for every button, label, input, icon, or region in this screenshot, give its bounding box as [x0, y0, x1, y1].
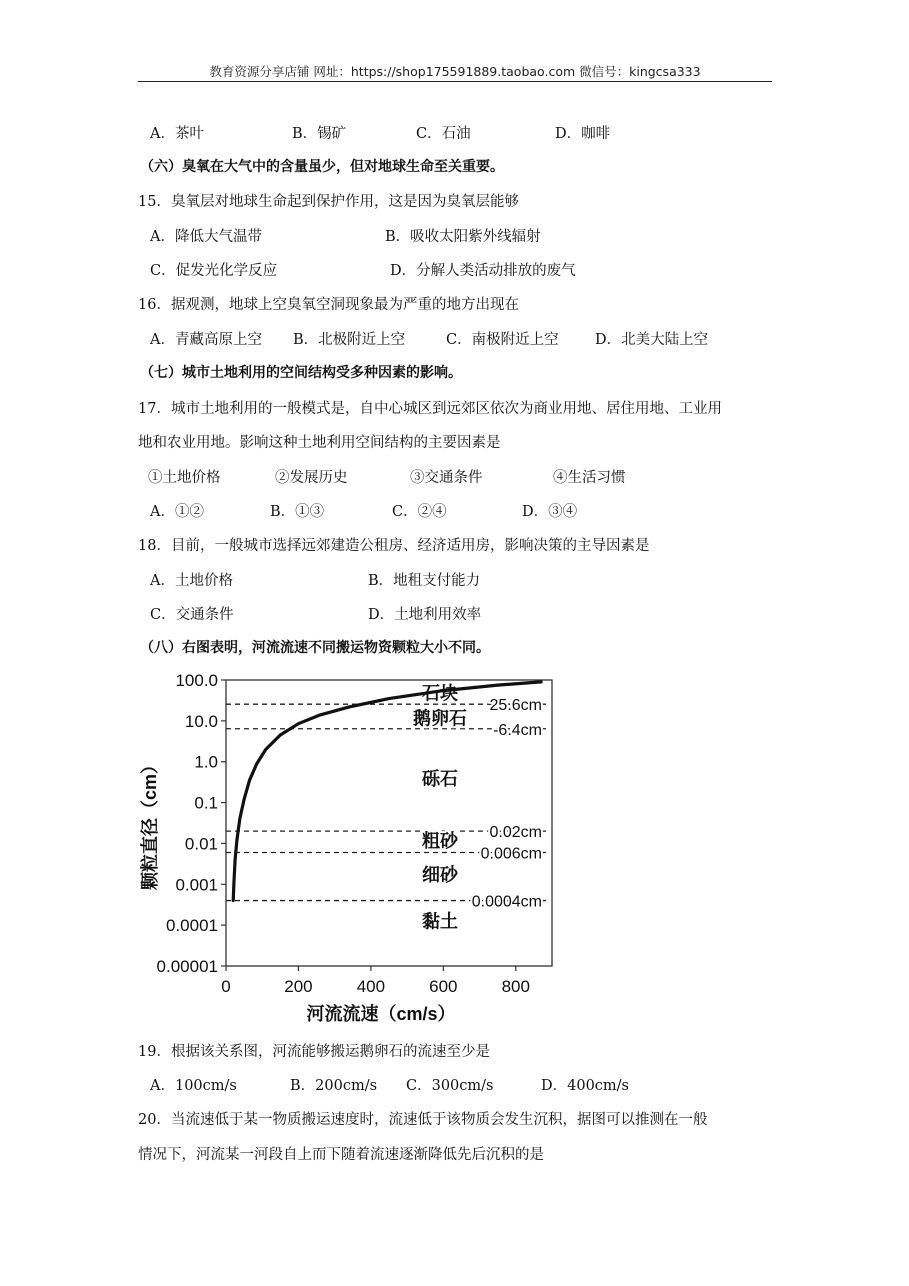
threshold-label: 0.006cm	[480, 845, 542, 863]
y-tick-label: 10.0	[184, 711, 218, 731]
q14-option-c: C．石油	[416, 126, 471, 142]
q19-stem: 19．根据该关系图，河流能够搬运鹅卵石的流速至少是	[138, 1044, 490, 1060]
region-label: 石块	[422, 683, 458, 704]
y-tick-label: 0.1	[194, 793, 218, 813]
x-tick-label: 200	[284, 977, 313, 996]
q20-stem-line1: 20．当流速低于某一物质搬运速度时，流速低于该物质会发生沉积，据图可以推测在一般	[138, 1112, 708, 1128]
x-tick-label: 800	[501, 977, 530, 996]
q15-option-c: C．促发光化学反应	[150, 263, 278, 279]
q15-option-d: D．分解人类活动排放的废气	[390, 263, 576, 279]
q16-option-a: A．青藏高原上空	[150, 332, 262, 348]
region-label: 细砂	[422, 864, 458, 885]
y-tick-label: 1.0	[194, 752, 218, 772]
q17-factor-1: ①土地价格	[148, 470, 221, 486]
velocity-curve	[233, 682, 541, 901]
region-label: 砾石	[422, 768, 458, 789]
q17-factor-3: ③交通条件	[410, 470, 483, 486]
section-8-heading: （八）右图表明，河流流速不同搬运物资颗粒大小不同。	[140, 640, 490, 656]
q17-stem-line2: 地和农业用地。影响这种土地利用空间结构的主要因素是	[138, 435, 501, 451]
y-axis-title: 颗粒直径（cm）	[140, 755, 160, 891]
x-tick-label: 0	[221, 977, 231, 996]
threshold-label: 25.6cm	[489, 697, 542, 715]
q17-option-d: D．③④	[522, 504, 578, 520]
q17-option-b: B．①③	[270, 504, 325, 520]
q14-option-a: A．茶叶	[150, 126, 204, 142]
y-tick-label: 0.00001	[156, 957, 218, 976]
threshold-label: -6.4cm	[493, 721, 542, 739]
q18-option-c: C．交通条件	[150, 607, 234, 623]
q17-option-a: A．①②	[150, 504, 204, 520]
q19-option-a: A．100cm/s	[150, 1078, 237, 1094]
q14-option-d: D．咖啡	[555, 126, 611, 142]
q15-stem: 15．臭氧层对地球生命起到保护作用，这是因为臭氧层能够	[138, 194, 519, 210]
q14-option-b: B．锡矿	[292, 126, 347, 142]
q18-option-b: B．地租支付能力	[368, 573, 481, 589]
q19-option-d: D．400cm/s	[541, 1078, 629, 1094]
q19-option-c: C．300cm/s	[406, 1078, 494, 1094]
y-tick-label: 0.0001	[166, 916, 218, 936]
q16-option-b: B．北极附近上空	[293, 332, 406, 348]
section-6-heading: （六）臭氧在大气中的含量虽少，但对地球生命至关重要。	[140, 159, 504, 175]
section-7-heading: （七）城市土地利用的空间结构受多种因素的影响。	[140, 365, 462, 381]
river-velocity-chart	[140, 660, 570, 1025]
q16-option-c: C．南极附近上空	[446, 332, 559, 348]
q17-stem-line1: 17．城市土地利用的一般模式是，自中心城区到远郊区依次为商业用地、居住用地、工业用	[138, 401, 722, 417]
threshold-label: 0.02cm	[489, 824, 542, 842]
threshold-label: 0.0004cm	[471, 893, 542, 911]
region-label: 鹅卵石	[413, 708, 467, 729]
region-label: 黏土	[422, 911, 458, 932]
header-divider	[138, 81, 772, 82]
x-tick-label: 600	[429, 977, 458, 996]
q18-option-d: D．土地利用效率	[368, 607, 482, 623]
q18-stem: 18．目前，一般城市选择远郊建造公租房、经济适用房，影响决策的主导因素是	[138, 538, 650, 554]
q15-option-a: A．降低大气温带	[150, 229, 262, 245]
q19-option-b: B．200cm/s	[290, 1078, 378, 1094]
y-tick-label: 0.01	[184, 834, 218, 854]
y-tick-label: 0.001	[175, 875, 218, 895]
region-label: 粗砂	[422, 831, 458, 852]
q17-factor-2: ②发展历史	[275, 470, 348, 486]
x-axis-title: 河流流速（cm/s）	[306, 1004, 456, 1024]
q17-factor-4: ④生活习惯	[553, 470, 626, 486]
q17-option-c: C．②④	[392, 504, 447, 520]
q16-option-d: D．北美大陆上空	[595, 332, 709, 348]
q18-option-a: A．土地价格	[150, 573, 233, 589]
q16-stem: 16．据观测，地球上空臭氧空洞现象最为严重的地方出现在	[138, 297, 519, 313]
y-tick-label: 100.0	[175, 671, 218, 690]
x-tick-label: 400	[356, 977, 386, 996]
page-header: 教育资源分享店铺 网址：https://shop175591889.taobao.com 微信号：kingcsa333	[209, 64, 701, 79]
q15-option-b: B．吸收太阳紫外线辐射	[385, 229, 541, 245]
q20-stem-line2: 情况下，河流某一河段自上而下随着流速逐渐降低先后沉积的是	[138, 1147, 544, 1163]
